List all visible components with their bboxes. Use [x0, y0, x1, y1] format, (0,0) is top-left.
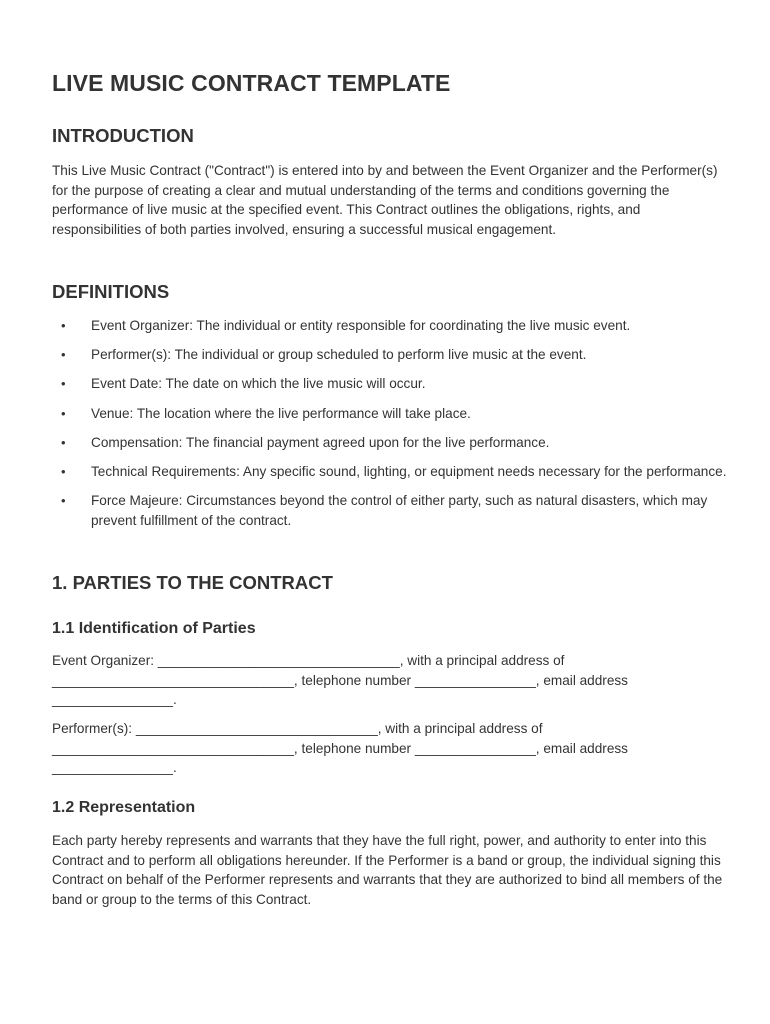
bullet-icon: •: [61, 405, 66, 421]
definition-text: Technical Requirements: Any specific sound, lighting, or equipment needs necessary for the performance.: [91, 463, 727, 479]
list-item: [52, 433, 732, 453]
organizer-details-text: Event Organizer: ________________________________, with a principal address of ________________________________, telephone number ________________, email address ________________.: [52, 653, 628, 708]
definition-text: Performer(s): The individual or group scheduled to perform live music at the event.: [91, 347, 587, 363]
identification-heading: 1.1 Identification of Parties: [52, 620, 256, 637]
bullet-icon: •: [61, 318, 66, 333]
list-item: [52, 316, 732, 336]
introduction-text: This Live Music Contract ("Contract") is entered into by and between the Event Organizer and the Performer(s) for the purpose of creating a clear and mutual understanding of the terms and conditions governing the performance of live music at the specified event. This Contract outlines the obligations, rights, and responsibilities of both parties involved, ensuring a successful musical engagement.: [52, 163, 718, 237]
performer-details-text: Performer(s): ________________________________, with a principal address of ________________________________, telephone number ________________, email address ________________.: [52, 721, 628, 776]
bullet-icon: •: [61, 347, 66, 363]
bullet-icon: •: [61, 463, 66, 479]
introduction-heading: INTRODUCTION: [52, 125, 194, 146]
definition-text: Event Organizer: The individual or entity responsible for coordinating the live music event.: [91, 318, 631, 333]
definition-text: Force Majeure: Circumstances beyond the control of either party, such as natural disasters, which may prevent fulfillment of the contract.: [91, 493, 708, 528]
representation-text: Each party hereby represents and warrants that they have the full right, power, and authority to enter into this Contract and to perform all obligations hereunder. If the Performer is a band or group, the individual signing this Contract on behalf of the Performer represents and warrants that they are authorized to bind all members of the band or group to the terms of this Contract.: [52, 833, 723, 907]
parties-heading: 1. PARTIES TO THE CONTRACT: [52, 572, 333, 593]
definition-text: Compensation: The financial payment agreed upon for the live performance.: [91, 434, 550, 450]
bullet-icon: •: [61, 376, 66, 392]
definitions-list: [52, 316, 732, 540]
bullet-icon: •: [61, 493, 66, 509]
definition-text: Venue: The location where the live performance will take place.: [91, 405, 471, 421]
definitions-heading: DEFINITIONS: [52, 281, 170, 302]
list-item: [52, 345, 732, 365]
representation-heading: 1.2 Representation: [52, 799, 196, 816]
bullet-icon: •: [61, 434, 66, 450]
definition-text: Event Date: The date on which the live music will occur.: [91, 376, 426, 392]
list-item: [52, 462, 732, 482]
list-item: [52, 404, 732, 424]
list-item: [52, 491, 732, 530]
list-item: [52, 374, 732, 394]
document-title: LIVE MUSIC CONTRACT TEMPLATE: [52, 70, 451, 96]
